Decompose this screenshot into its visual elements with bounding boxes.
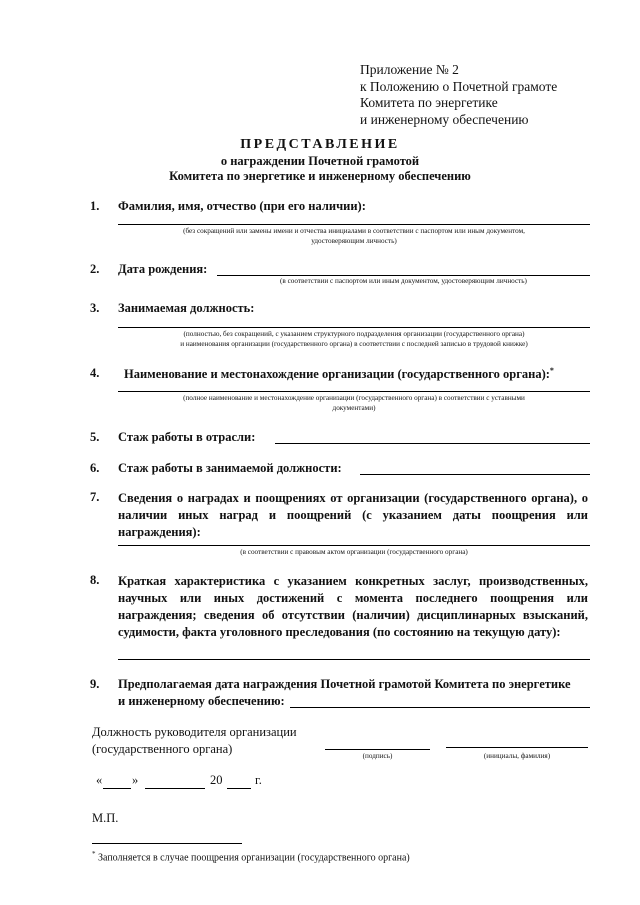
date-year-line[interactable] bbox=[227, 788, 251, 789]
date-close-quote: » bbox=[132, 773, 139, 787]
signature-line[interactable] bbox=[325, 749, 430, 750]
item-6-label: Стаж работы в занимаемой должности: bbox=[118, 461, 342, 475]
item-9-number: 9. bbox=[90, 677, 100, 691]
stamp-place: М.П. bbox=[92, 811, 119, 825]
item-9-label-line-2: и инженерному обеспечению: bbox=[118, 694, 285, 708]
item-4-hint-line-1: (полное наименование и местонахождение организации (государственного органа) в соответствии с уставными bbox=[183, 394, 525, 402]
annex-line-2: к Положению о Почетной грамоте bbox=[360, 78, 558, 94]
date-year-suffix: г. bbox=[255, 773, 262, 787]
item-4-number: 4. bbox=[90, 366, 100, 380]
item-1-number: 1. bbox=[90, 199, 100, 213]
initials-line[interactable] bbox=[446, 747, 588, 748]
item-8-input-line[interactable] bbox=[118, 659, 590, 660]
item-1-hint-line-1: (без сокращений или замены имени и отчества инициалами в соответствии с паспортом или иным документом, bbox=[183, 227, 525, 235]
date-open-quote: « bbox=[96, 773, 103, 787]
item-4-hint-line-2: документами) bbox=[332, 404, 376, 412]
item-6-input-line[interactable] bbox=[360, 474, 590, 475]
initials-hint: (инициалы, фамилия) bbox=[483, 752, 551, 760]
item-8-number: 8. bbox=[90, 573, 100, 587]
item-4-hint bbox=[118, 393, 590, 413]
annex-line-1: Приложение № 2 bbox=[360, 62, 459, 77]
item-9-label-line-1: Предполагаемая дата награждения Почетной грамотой Комитета по энергетике bbox=[118, 677, 571, 691]
item-7-hint: (в соответствии с правовым актом организации (государственного органа) bbox=[240, 548, 468, 556]
item-3-input-line[interactable] bbox=[118, 327, 590, 328]
item-5-number: 5. bbox=[90, 430, 100, 444]
item-1-hint bbox=[118, 226, 590, 246]
footnote-mark: * bbox=[92, 850, 96, 858]
item-7-text: Сведения о наградах и поощрениях от организации (государственного органа), о наличии иных наград и поощрений (с указанием даты поощрения или награждения): bbox=[118, 491, 588, 539]
document-subtitle-1: о награждении Почетной грамотой bbox=[220, 154, 420, 168]
item-8-text: Краткая характеристика с указанием конкретных заслуг, производственных, научных или иных достижений с момента последнего поощрения или награждения; сведения об отсутствии (наличии) дисциплинарных взысканий, судимости, факта уголовного преследования (по состоянию на текущую дату): bbox=[118, 574, 588, 639]
signature-position-line-1: Должность руководителя организации bbox=[92, 725, 297, 739]
item-9-input-line[interactable] bbox=[290, 707, 590, 708]
item-5-label: Стаж работы в отрасли: bbox=[118, 430, 256, 444]
date-month-line[interactable] bbox=[145, 788, 205, 789]
signature-position-line-2: (государственного органа) bbox=[92, 742, 233, 756]
footnote-reference-mark: * bbox=[549, 366, 554, 375]
annex-line-4: и инженерному обеспечению bbox=[360, 111, 529, 127]
item-2-hint: (в соответствии с паспортом или иным документом, удостоверяющим личность) bbox=[280, 277, 527, 285]
item-4-input-line[interactable] bbox=[118, 391, 590, 392]
date-year-prefix: 20 bbox=[210, 773, 223, 787]
annex-line-3: Комитета по энергетике bbox=[360, 95, 498, 110]
document-title: ПРЕДСТАВЛЕНИЕ bbox=[240, 137, 400, 152]
signature-position bbox=[92, 724, 297, 758]
item-7-input-line[interactable] bbox=[118, 545, 590, 546]
item-3-number: 3. bbox=[90, 301, 100, 315]
item-2-label: Дата рождения: bbox=[118, 262, 208, 276]
signature-hint: (подпись) bbox=[362, 752, 393, 760]
item-3-hint-line-1: (полностью, без сокращений, с указанием структурного подразделения организации (государственного органа) bbox=[183, 330, 525, 338]
item-4-label bbox=[124, 366, 554, 382]
item-3-hint bbox=[118, 329, 590, 349]
item-3-hint-line-2: и наименования организации (государственного органа) в соответствии с последней записью в трудовой книжке) bbox=[180, 340, 528, 348]
item-1-input-line[interactable] bbox=[118, 224, 590, 225]
annex-header bbox=[360, 62, 557, 128]
item-2-number: 2. bbox=[90, 262, 100, 276]
date-day-line[interactable] bbox=[103, 788, 131, 789]
document-subtitle-2: Комитета по энергетике и инженерному обеспечению bbox=[169, 169, 471, 183]
item-7-number: 7. bbox=[90, 490, 100, 504]
item-1-label: Фамилия, имя, отчество (при его наличии): bbox=[118, 199, 366, 213]
item-5-input-line[interactable] bbox=[275, 443, 590, 444]
item-6-number: 6. bbox=[90, 461, 100, 475]
footnote-text: Заполняется в случае поощрения организации (государственного органа) bbox=[98, 852, 410, 864]
item-3-label: Занимаемая должность: bbox=[118, 301, 255, 315]
footnote bbox=[92, 850, 410, 863]
item-1-hint-line-2: удостоверяющим личность) bbox=[311, 237, 397, 245]
item-4-label-text: Наименование и местонахождение организации (государственного органа): bbox=[124, 367, 550, 382]
footnote-divider bbox=[92, 843, 242, 844]
